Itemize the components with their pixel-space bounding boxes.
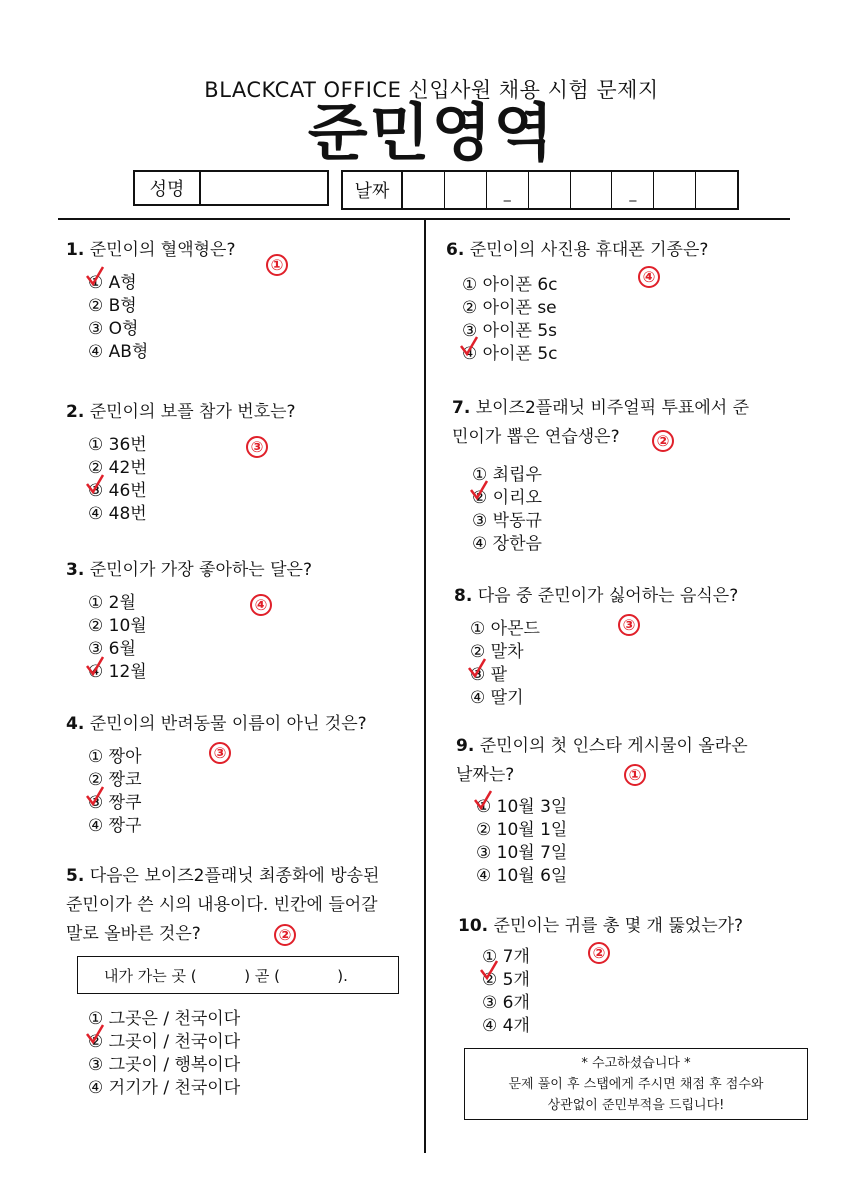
check-mark-icon xyxy=(472,788,494,812)
question-6: 6. 준민이의 사진용 휴대폰 기종은? xyxy=(446,240,709,260)
question-7: 7. 보이즈2플래닛 비주얼픽 투표에서 준 민이가 뽑은 연습생은? xyxy=(452,398,750,447)
question-8: 8. 다음 중 준민이가 싫어하는 음식은? xyxy=(454,586,739,606)
option[interactable]: ② 아이폰 se xyxy=(462,298,557,318)
name-label: 성명 xyxy=(135,172,201,204)
answer-mark-8: ③ xyxy=(618,614,640,636)
date-cell[interactable] xyxy=(403,172,445,208)
option[interactable]: ③ 6개 xyxy=(482,993,530,1013)
check-mark-icon xyxy=(466,656,488,680)
option[interactable]: ④ 짱구 xyxy=(88,816,142,836)
check-mark-icon xyxy=(84,264,106,288)
option[interactable]: ③ 팥 xyxy=(470,665,508,685)
option[interactable]: ② 짱코 xyxy=(88,770,142,790)
exam-title: 준민영역 xyxy=(307,96,556,169)
date-cell[interactable] xyxy=(571,172,613,208)
option[interactable]: ③ 46번 xyxy=(88,481,147,501)
option[interactable]: ② 이리오 xyxy=(472,488,542,508)
option[interactable]: ③ 아이폰 5s xyxy=(462,321,557,341)
answer-mark-2: ③ xyxy=(246,436,268,458)
check-mark-icon xyxy=(458,334,480,358)
poem-box xyxy=(77,956,399,994)
option[interactable]: ② 말차 xyxy=(470,642,524,662)
date-label: 날짜 xyxy=(343,172,403,208)
answer-mark-7: ② xyxy=(652,430,674,452)
option[interactable]: ② 10월 1일 xyxy=(476,820,568,840)
answer-mark-3: ④ xyxy=(250,594,272,616)
option[interactable]: ③ 짱쿠 xyxy=(88,793,142,813)
question-5: 5. 다음은 보이즈2플래닛 최종화에 방송된 준민이가 쓴 시의 내용이다. 빈칸에 들어갈 말로 올바른 것은? xyxy=(66,866,380,944)
option[interactable]: ② 5개 xyxy=(482,970,530,990)
option[interactable]: ④ 48번 xyxy=(88,504,147,524)
poem-text: 내가 가는 곳 ( ) 곧 ( ). xyxy=(104,966,348,985)
option[interactable]: ④ 딸기 xyxy=(470,688,524,708)
note-line: * 수고하셨습니다 * xyxy=(581,1056,691,1071)
option[interactable]: ② 10월 xyxy=(88,616,147,636)
date-cell[interactable] xyxy=(612,172,654,208)
note-line: 문제 풀이 후 스탭에게 주시면 채점 후 점수와 xyxy=(508,1077,764,1092)
date-cell[interactable] xyxy=(445,172,487,208)
check-mark-icon xyxy=(84,784,106,808)
option[interactable]: ④ 10월 6일 xyxy=(476,866,568,886)
answer-mark-9: ① xyxy=(624,764,646,786)
question-10: 10. 준민이는 귀를 총 몇 개 뚫었는가? xyxy=(458,916,744,936)
closing-note xyxy=(464,1048,808,1120)
option[interactable]: ① 그곳은 / 천국이다 xyxy=(88,1009,241,1029)
option[interactable]: ① 최립우 xyxy=(472,465,542,485)
option[interactable]: ① 짱아 xyxy=(88,747,142,767)
question-1: 1. 준민이의 혈액형은? xyxy=(66,240,236,260)
question-3: 3. 준민이가 가장 좋아하는 달은? xyxy=(66,560,313,580)
option[interactable]: ① 36번 xyxy=(88,435,147,455)
option[interactable]: ③ 그곳이 / 행복이다 xyxy=(88,1055,241,1075)
check-mark-icon xyxy=(478,958,500,982)
option[interactable]: ① A형 xyxy=(88,273,137,293)
name-field[interactable] xyxy=(133,170,329,206)
date-cell[interactable] xyxy=(696,172,737,208)
option[interactable]: ① 10월 3일 xyxy=(476,797,568,817)
option[interactable]: ③ 6월 xyxy=(88,639,136,659)
option[interactable]: ① 아몬드 xyxy=(470,619,540,639)
answer-mark-1: ① xyxy=(266,254,288,276)
date-cell[interactable] xyxy=(654,172,696,208)
option[interactable]: ① 아이폰 6c xyxy=(462,275,558,295)
check-mark-icon xyxy=(84,654,106,678)
check-mark-icon xyxy=(468,478,490,502)
option[interactable]: ② 그곳이 / 천국이다 xyxy=(88,1032,241,1052)
answer-mark-5: ② xyxy=(274,924,296,946)
option[interactable]: ③ 10월 7일 xyxy=(476,843,568,863)
option[interactable]: ② B형 xyxy=(88,296,137,316)
option[interactable]: ④ 4개 xyxy=(482,1016,530,1036)
answer-mark-4: ③ xyxy=(209,742,231,764)
option[interactable]: ③ O형 xyxy=(88,319,139,339)
option[interactable]: ④ 거기가 / 천국이다 xyxy=(88,1078,241,1098)
answer-mark-6: ④ xyxy=(638,266,660,288)
option[interactable]: ④ 장한음 xyxy=(472,534,542,554)
option[interactable]: ④ 12월 xyxy=(88,662,147,682)
option[interactable]: ② 42번 xyxy=(88,458,147,478)
date-separator: _ xyxy=(503,186,511,202)
option[interactable]: ③ 박동규 xyxy=(472,511,542,531)
option[interactable]: ① 7개 xyxy=(482,947,530,967)
option[interactable]: ④ AB형 xyxy=(88,342,149,362)
column-divider xyxy=(424,220,426,1153)
note-line: 상관없이 준민부적을 드립니다! xyxy=(547,1098,725,1113)
answer-mark-10: ② xyxy=(588,942,610,964)
question-9: 9. 준민이의 첫 인스타 게시물이 올라온 날짜는? xyxy=(456,736,748,785)
date-separator: _ xyxy=(629,186,637,202)
date-field[interactable] xyxy=(341,170,739,210)
check-mark-icon xyxy=(84,472,106,496)
date-cell[interactable] xyxy=(487,172,529,208)
exam-subtitle: BLACKCAT OFFICE 신입사원 채용 시험 문제지 xyxy=(204,78,659,102)
check-mark-icon xyxy=(84,1022,106,1046)
date-cell[interactable] xyxy=(529,172,571,208)
question-4: 4. 준민이의 반려동물 이름이 아닌 것은? xyxy=(66,714,367,734)
q5-options xyxy=(88,1008,240,1100)
option[interactable]: ④ 아이폰 5c xyxy=(462,344,558,364)
option[interactable]: ① 2월 xyxy=(88,593,136,613)
question-2: 2. 준민이의 보플 참가 번호는? xyxy=(66,402,296,422)
